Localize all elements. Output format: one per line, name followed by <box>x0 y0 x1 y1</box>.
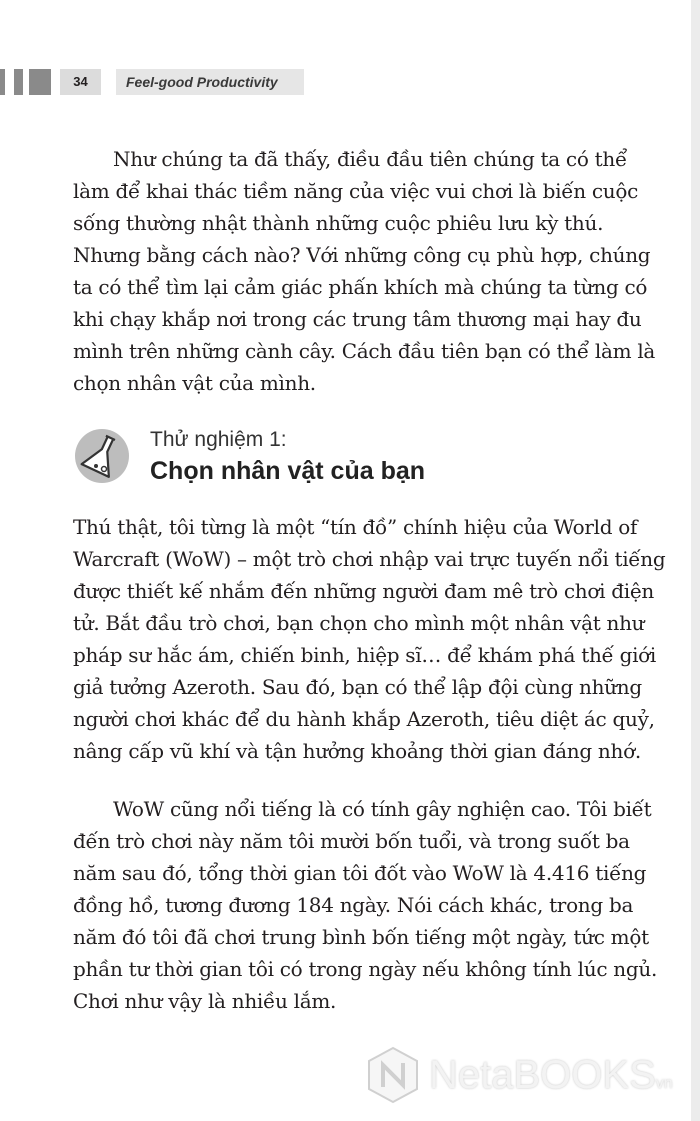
text-line: Thú thật, tôi từng là một “tín đồ” chính hiệu của World of <box>73 515 638 539</box>
paragraph-1 <box>73 143 656 399</box>
text-line: tử. Bắt đầu trò chơi, bạn chọn cho mình một nhân vật như <box>73 611 645 635</box>
header-bar <box>0 69 5 95</box>
text-line: WoW cũng nổi tiếng là có tính gây nghiện cao. Tôi biết <box>113 797 652 821</box>
watermark <box>365 1045 673 1105</box>
text-line: Như chúng ta đã thấy, điều đầu tiên chúng ta có thể <box>113 147 627 171</box>
text-line: Warcraft (WoW) – một trò chơi nhập vai trực tuyến nổi tiếng <box>73 547 666 571</box>
flask-icon <box>74 428 130 484</box>
text-line: sống thường nhật thành những cuộc phiêu lưu kỳ thú. <box>73 211 604 235</box>
netabooks-logo-icon <box>365 1045 421 1105</box>
header-bar <box>29 69 51 95</box>
text-line: năm đó tôi đã chơi trung bình bốn tiếng một ngày, tức một <box>73 925 649 949</box>
text-line: mình trên những cành cây. Cách đầu tiên bạn có thể làm là <box>73 339 656 363</box>
text-line: nâng cấp vũ khí và tận hưởng khoảng thời gian đáng nhớ. <box>73 739 641 763</box>
experiment-label: Thử nghiệm 1: <box>150 428 287 451</box>
text-line: được thiết kế nhắm đến những người đam mê trò chơi điện <box>73 579 654 603</box>
text-line: làm để khai thác tiềm năng của việc vui chơi là biến cuộc <box>73 179 639 203</box>
text-line: pháp sư hắc ám, chiến binh, hiệp sĩ… để khám phá thế giới <box>73 643 657 667</box>
text-line: giả tưởng Azeroth. Sau đó, bạn có thể lập đội cùng những <box>73 675 642 699</box>
text-line: năm sau đó, tổng thời gian tôi đốt vào WoW là 4.416 tiếng <box>73 861 647 885</box>
watermark-text: NetaBOOKSvn <box>429 1052 673 1097</box>
text-line: đến trò chơi này năm tôi mười bốn tuổi, và trong suốt ba <box>73 829 630 853</box>
text-line: khi chạy khắp nơi trong các trung tâm thương mại hay đu <box>73 307 642 331</box>
text-line: đồng hồ, tương đương 184 ngày. Nói cách khác, trong ba <box>73 893 634 917</box>
header-bar <box>14 69 23 95</box>
page-edge <box>691 0 700 1121</box>
paragraph-2 <box>73 511 666 767</box>
experiment-title: Chọn nhân vật của bạn <box>150 457 426 485</box>
running-title: Feel-good Productivity <box>116 69 304 95</box>
text-line: phần tư thời gian tôi có trong ngày nếu không tính lúc ngủ. <box>73 957 658 981</box>
text-line: chọn nhân vật của mình. <box>73 371 316 395</box>
text-line: Chơi như vậy là nhiều lắm. <box>73 989 337 1013</box>
text-line: Nhưng bằng cách nào? Với những công cụ phù hợp, chúng <box>73 243 651 267</box>
text-line: ta có thể tìm lại cảm giác phấn khích mà chúng ta từng có <box>73 275 648 299</box>
paragraph-3 <box>73 793 658 1017</box>
page-number: 34 <box>60 69 101 95</box>
text-line: người chơi khác để du hành khắp Azeroth, tiêu diệt ác quỷ, <box>73 707 655 731</box>
